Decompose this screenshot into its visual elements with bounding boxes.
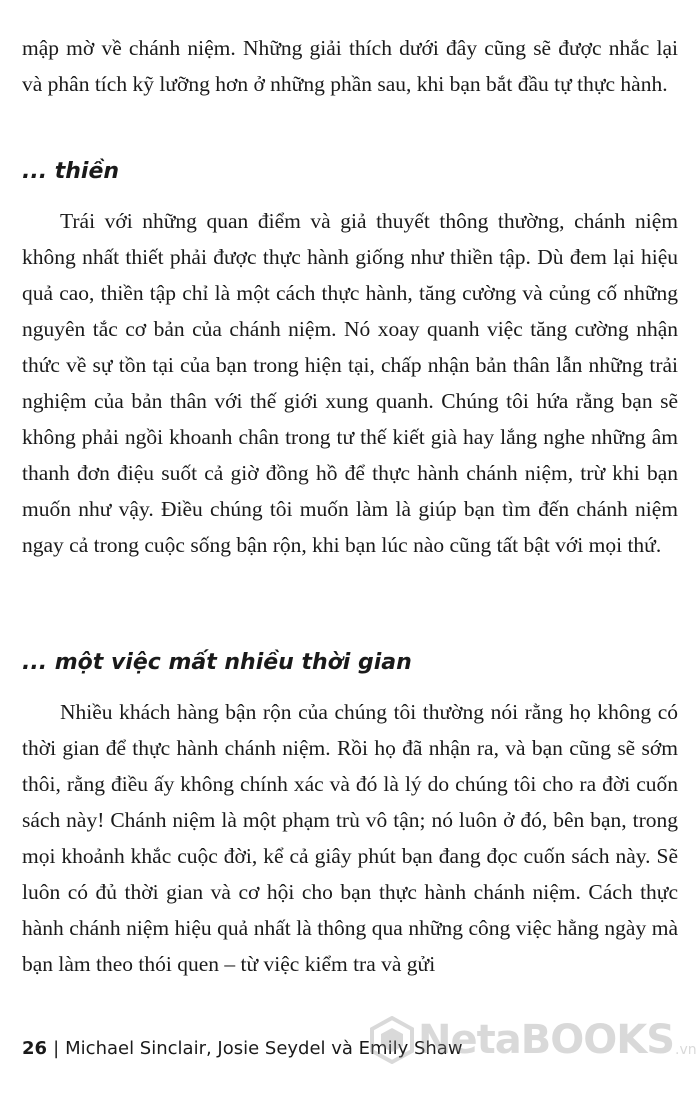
footer-separator: | xyxy=(53,1038,60,1059)
watermark-suffix: .vn xyxy=(675,1042,697,1058)
paragraph-time-consuming: Nhiều khách hàng bận rộn của chúng tôi thường nói rằng họ không có thời gian để thực hành chánh niệm. Rồi họ đã nhận ra, và bạn cũng sẽ sớm thôi, rằng điều ấy không chính xác và đó là lý do chúng tôi cho ra đời cuốn sách này! Chánh niệm là một phạm trù vô tận; nó luôn ở đó, bên bạn, trong mọi khoảnh khắc cuộc đời, kể cả giây phút bạn đang đọc cuốn sách này. Sẽ luôn có đủ thời gian và cơ hội cho bạn thực hành chánh niệm. Cách thực hành chánh niệm hiệu quả nhất là thông qua những công việc hằng ngày mà bạn làm theo thói quen – từ việc kiểm tra và gửi xyxy=(22,700,678,976)
watermark-brand: NetaBOOKS xyxy=(418,1017,675,1063)
section-heading-time-consuming: ... một việc mất nhiều thời gian xyxy=(22,650,412,675)
page-number: 26 xyxy=(22,1038,48,1059)
page-footer xyxy=(22,1036,463,1062)
paragraph-intro-continuation: mập mờ về chánh niệm. Những giải thích dưới đây cũng sẽ được nhắc lại và phân tích kỹ lưỡng hơn ở những phần sau, khi bạn bắt đầu tự thực hành. xyxy=(22,36,678,96)
footer-authors: Michael Sinclair, Josie Seydel và Emily Shaw xyxy=(65,1038,463,1059)
section-heading-meditation: ... thiền xyxy=(22,159,120,184)
paragraph-meditation: Trái với những quan điểm và giả thuyết thông thường, chánh niệm không nhất thiết phải được thực hành giống như thiền tập. Dù đem lại hiệu quả cao, thiền tập chỉ là một cách thực hành, tăng cường và củng cố những nguyên tắc cơ bản của chánh niệm. Nó xoay quanh việc tăng cường nhận thức về sự tồn tại của bạn trong hiện tại, chấp nhận bản thân lẫn những trải nghiệm của bản thân với thế giới xung quanh. Chúng tôi hứa rằng bạn sẽ không phải ngồi khoanh chân trong tư thế kiết già hay lắng nghe những âm thanh đơn điệu suốt cả giờ đồng hồ để thực hành chánh niệm, trừ khi bạn muốn như vậy. Điều chúng tôi muốn làm là giúp bạn tìm đến chánh niệm ngay cả trong cuộc sống bận rộn, khi bạn lúc nào cũng tất bật với mọi thứ. xyxy=(22,209,678,557)
